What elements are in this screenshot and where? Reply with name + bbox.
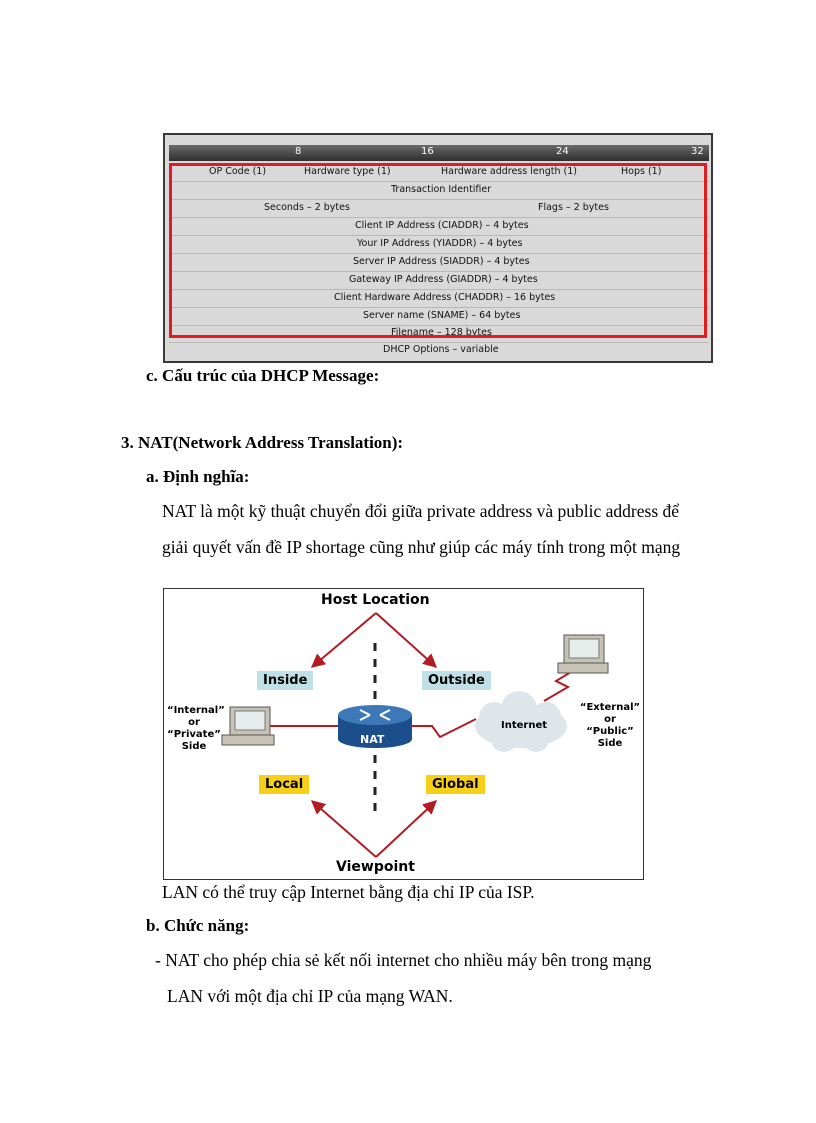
link-nat-internet	[411, 719, 476, 737]
global-label: Global	[426, 775, 485, 794]
paragraph-line: giải quyết vấn đề IP shortage cũng như giúp các máy tính trong một mạng	[162, 537, 681, 557]
highlight-frame	[169, 163, 707, 338]
computer-icon	[222, 707, 274, 745]
section-heading: 3. NAT(Network Address Translation):	[121, 433, 404, 452]
dhcp-message-figure	[163, 133, 713, 363]
subheading-function: b. Chức năng:	[146, 916, 250, 935]
dhcp-row	[169, 342, 709, 359]
label-line: “Private”	[167, 729, 221, 740]
bit-marker: 32	[691, 146, 704, 157]
caption-dhcp: c. Cấu trúc của DHCP Message:	[146, 366, 380, 385]
subheading-definition: a. Định nghĩa:	[146, 467, 250, 486]
arrow-outside	[376, 613, 436, 667]
dhcp-field: Client IP Address (CIADDR) – 4 bytes	[355, 220, 529, 231]
paragraph-line: LAN với một địa chỉ IP của mạng WAN.	[167, 986, 453, 1006]
bit-marker: 24	[556, 146, 569, 157]
arrow-local	[312, 801, 376, 857]
arrow-global	[376, 801, 436, 857]
arrow-inside	[312, 613, 376, 667]
nat-label: NAT	[360, 733, 385, 746]
nat-diagram	[163, 588, 644, 880]
dhcp-field: Hardware type (1)	[304, 166, 391, 177]
inside-label: Inside	[257, 671, 313, 690]
computer-icon	[558, 635, 608, 673]
paragraph-line: - NAT cho phép chia sẻ kết nối internet cho nhiều máy bên trong mạng	[155, 950, 652, 970]
dhcp-field: Transaction Identifier	[391, 184, 492, 195]
dhcp-field: DHCP Options – variable	[383, 344, 499, 355]
dhcp-field: Filename – 128 bytes	[391, 327, 492, 338]
internet-label: Internet	[501, 720, 548, 731]
dhcp-field: Client Hardware Address (CHADDR) – 16 bytes	[334, 292, 556, 303]
dhcp-field: Server name (SNAME) – 64 bytes	[363, 310, 521, 321]
viewpoint-label: Viewpoint	[336, 859, 415, 875]
label-line: “Internal”	[167, 705, 225, 716]
external-side-label	[578, 702, 642, 750]
label-line: Side	[597, 738, 623, 749]
dhcp-field: Hardware address length (1)	[441, 166, 577, 177]
link-internet-pc	[544, 669, 576, 701]
bit-ruler	[169, 145, 709, 161]
nat-diagram-graphics	[164, 589, 645, 881]
label-line: or	[188, 717, 200, 728]
bit-marker: 16	[421, 146, 434, 157]
paragraph-line: NAT là một kỹ thuật chuyển đổi giữa private address và public address để	[162, 501, 680, 521]
internal-side-label	[167, 705, 225, 753]
label-line: Side	[181, 741, 207, 752]
dhcp-field: Hops (1)	[621, 166, 662, 177]
label-line: “External”	[579, 702, 641, 713]
bit-marker: 8	[295, 146, 302, 157]
outside-label: Outside	[422, 671, 491, 690]
label-line: “Public”	[586, 726, 634, 737]
dhcp-field: Seconds – 2 bytes	[264, 202, 350, 213]
paragraph-line: LAN có thể truy cập Internet bằng địa chỉ IP của ISP.	[162, 882, 535, 902]
dhcp-field: OP Code (1)	[209, 166, 267, 177]
dhcp-field: Your IP Address (YIADDR) – 4 bytes	[357, 238, 523, 249]
host-location-label: Host Location	[321, 592, 430, 608]
local-label: Local	[259, 775, 309, 794]
dhcp-field: Server IP Address (SIADDR) – 4 bytes	[353, 256, 530, 267]
dhcp-field: Gateway IP Address (GIADDR) – 4 bytes	[349, 274, 538, 285]
label-line: or	[604, 714, 616, 725]
dhcp-field: Flags – 2 bytes	[538, 202, 609, 213]
